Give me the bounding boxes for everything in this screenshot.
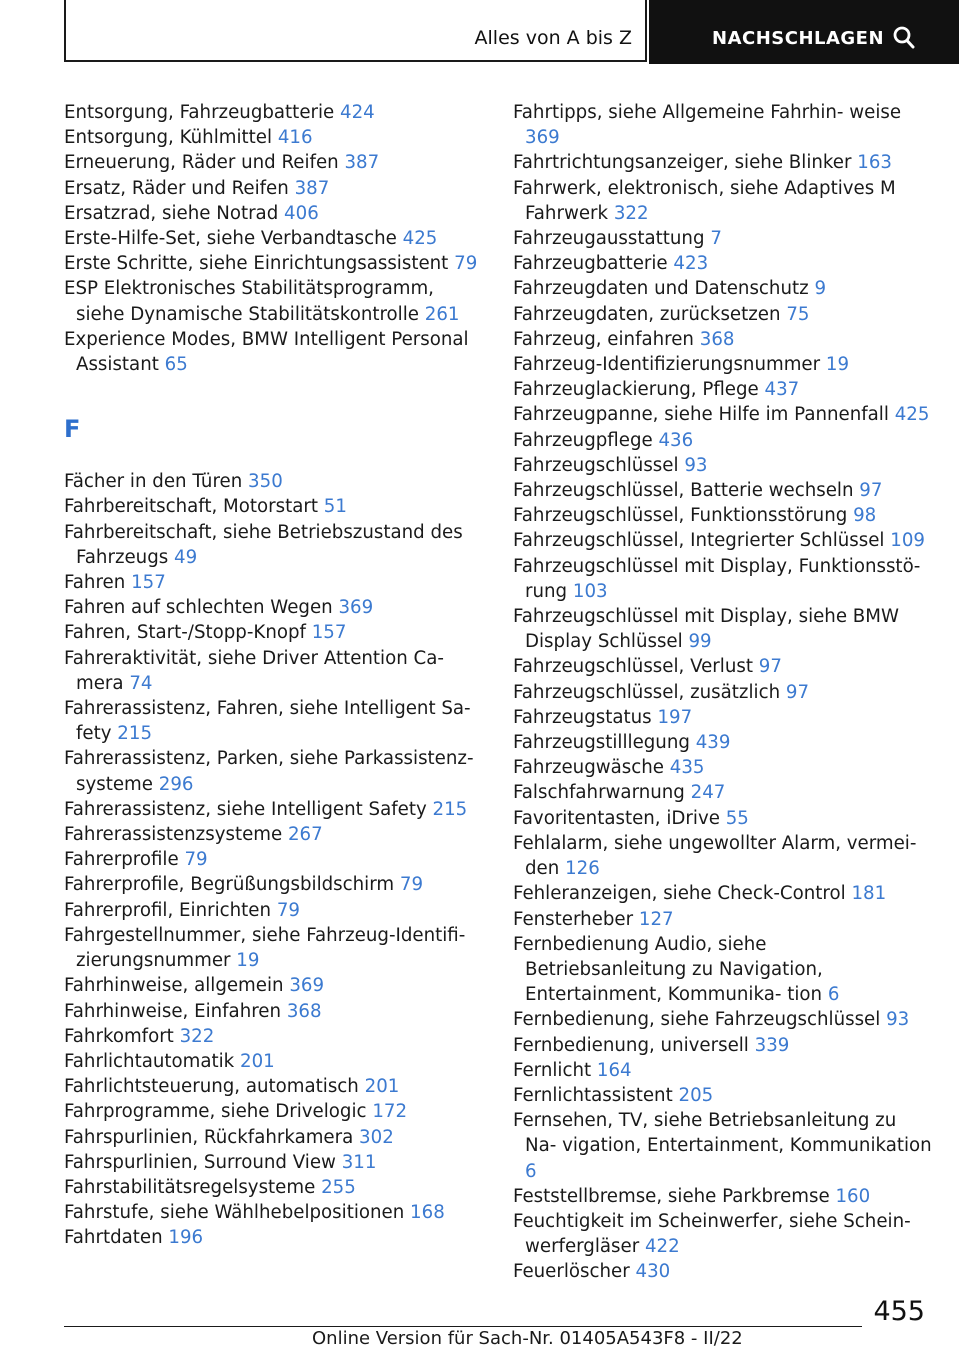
page-reference-link[interactable]: 49: [174, 546, 198, 568]
page-reference-link[interactable]: 163: [857, 152, 892, 174]
index-entry-text: Fehleranzeigen, siehe Check-Control: [513, 883, 846, 905]
page-reference-link[interactable]: 79: [454, 253, 478, 275]
index-entry: [64, 797, 484, 822]
index-entry: [64, 251, 484, 276]
page-reference-link[interactable]: 6: [525, 1160, 537, 1182]
index-entry: [64, 520, 484, 570]
page-reference-link[interactable]: 430: [635, 1261, 671, 1283]
index-entry-text: Fensterheber: [513, 908, 634, 930]
index-entry-text: Falschfahrwarnung: [513, 782, 685, 804]
page-reference-link[interactable]: 406: [284, 202, 319, 224]
page-reference-link[interactable]: 97: [785, 681, 810, 703]
index-entry-text: Fächer in den Türen: [64, 471, 243, 493]
page-reference-link[interactable]: 79: [276, 899, 300, 921]
page-reference-link[interactable]: 369: [338, 597, 374, 619]
index-entry-text: Feuerlöscher: [513, 1261, 630, 1283]
index-entry-text: Fahrstabilitätsregelsysteme: [64, 1176, 316, 1198]
page-reference-link[interactable]: 157: [131, 572, 166, 594]
index-entry: [64, 1175, 484, 1200]
index-list-f-continued: [513, 100, 933, 1285]
page-reference-link[interactable]: 19: [825, 354, 850, 376]
page-number: 455: [873, 1296, 925, 1327]
index-column-left: [64, 100, 484, 1251]
index-entry-text: Ersatzrad, siehe Notrad: [64, 202, 279, 224]
footer-divider: [64, 1326, 862, 1327]
page-reference-link[interactable]: 423: [673, 253, 709, 275]
index-entry: [513, 932, 933, 1008]
index-entry: [64, 494, 484, 519]
index-entry-text: Favoritentasten, iDrive: [513, 807, 720, 829]
index-entry-text: Fernlicht: [513, 1059, 592, 1081]
page-reference-link[interactable]: 7: [710, 228, 722, 250]
index-entry: [64, 646, 484, 696]
index-entry-text: Fahrwerk, elektronisch, siehe Adaptives M Fahrwerk: [513, 177, 896, 224]
index-entry-text: Fahrtipps, siehe Allgemeine Fahrhin‐ weise: [513, 102, 902, 123]
chapter-tab[interactable]: [649, 0, 959, 64]
index-entry-text: Fahren, Start-/Stopp-Knopf: [64, 622, 306, 644]
page-reference-link[interactable]: 339: [754, 1034, 790, 1056]
index-entry-text: Fernlichtassistent: [513, 1084, 673, 1106]
index-entry: [513, 453, 933, 478]
page-reference-link[interactable]: 97: [859, 480, 883, 502]
index-entry-text: Fahrhinweise, Einfahren: [64, 1000, 282, 1022]
index-entry: [64, 595, 484, 620]
index-entry: [64, 100, 484, 125]
index-entry-text: Fahrzeugdaten und Datenschutz: [513, 278, 809, 300]
index-entry: [64, 973, 484, 998]
index-entry: [513, 276, 933, 301]
index-entry-text: Fahreraktivität, siehe Driver Attention Ca‐ mera: [64, 647, 444, 694]
page-reference-link[interactable]: 369: [525, 127, 560, 149]
index-entry-text: Fernsehen, TV, siehe Betriebsanleitung zu Na‐ vigation, Entertainment, Kommunikation: [513, 1110, 932, 1157]
page-reference-link[interactable]: 93: [684, 454, 708, 476]
index-entry-text: Fahrzeugstatus: [513, 706, 652, 728]
page-reference-link[interactable]: 435: [669, 757, 705, 779]
index-entry: [64, 872, 484, 897]
index-entry: [64, 1099, 484, 1124]
page-reference-link[interactable]: 181: [851, 883, 887, 905]
index-entry-text: Fahrzeugschlüssel mit Display, siehe BMW Display Schlüssel: [513, 606, 899, 653]
page-reference-link[interactable]: 215: [117, 723, 153, 745]
index-entry: [513, 1007, 933, 1032]
page-reference-link[interactable]: 302: [359, 1126, 394, 1148]
index-entry: [513, 755, 933, 780]
index-entry-text: Fahrzeugausstattung: [513, 228, 705, 250]
page-reference-link[interactable]: 255: [321, 1176, 356, 1198]
index-entry: [513, 100, 933, 150]
index-entry: [513, 402, 933, 427]
page-reference-link[interactable]: 19: [236, 950, 260, 972]
index-entry: [64, 469, 484, 494]
index-entry: [513, 881, 933, 906]
index-entry: [513, 1259, 933, 1284]
index-entry-text: Feststellbremse, siehe Parkbremse: [513, 1185, 830, 1207]
index-entry: [513, 806, 933, 831]
page-reference-link[interactable]: 103: [572, 580, 608, 602]
index-entry-text: Fahrzeugschlüssel, zusätzlich: [513, 681, 781, 703]
index-entry: [64, 176, 484, 201]
index-entry: [64, 923, 484, 973]
index-entry: [513, 705, 933, 730]
index-entry: [513, 1209, 933, 1259]
index-entry-text: Entsorgung, Fahrzeugbatterie: [64, 102, 335, 123]
page-reference-link[interactable]: 247: [690, 782, 726, 804]
page-reference-link[interactable]: 79: [399, 874, 424, 896]
index-entry: [513, 176, 933, 226]
index-entry-text: Fahrhinweise, allgemein: [64, 975, 284, 997]
index-list-e: [64, 100, 484, 377]
index-entry: [64, 1150, 484, 1175]
page-reference-link[interactable]: 201: [240, 1050, 275, 1072]
page-reference-link[interactable]: 9: [814, 278, 827, 300]
index-entry: [513, 1108, 933, 1184]
index-entry-text: Fahrerassistenz, Parken, siehe Parkassistenz‐ systeme: [64, 748, 474, 795]
page-reference-link[interactable]: 425: [402, 228, 438, 250]
page-reference-link[interactable]: 422: [644, 1236, 680, 1258]
index-entry: [513, 226, 933, 251]
page-reference-link[interactable]: 160: [835, 1185, 871, 1207]
index-entry-text: Fahrzeugpanne, siehe Hilfe im Pannenfall: [513, 404, 889, 426]
page-reference-link[interactable]: 439: [695, 732, 731, 754]
page-reference-link[interactable]: 75: [786, 303, 810, 325]
index-entry-text: Fahrstufe, siehe Wählhebelpositionen: [64, 1202, 405, 1224]
index-entry-text: Fahrerprofile: [64, 849, 179, 871]
footer-text: Online Version für Sach-Nr. 01405A543F8 - II/22: [312, 1328, 743, 1349]
index-entry-text: Fahrzeugbatterie: [513, 253, 668, 275]
page-reference-link[interactable]: 322: [179, 1025, 215, 1047]
page-reference-link[interactable]: 126: [565, 858, 600, 880]
index-entry-text: Fahrtrichtungsanzeiger, siehe Blinker: [513, 152, 852, 174]
index-entry-text: Fahrkomfort: [64, 1025, 174, 1047]
index-entry-text: Fahrbereitschaft, siehe Betriebszustand des Fahrzeugs: [64, 521, 463, 568]
index-entry-text: Fahren: [64, 572, 126, 594]
index-entry: [64, 1200, 484, 1225]
index-entry: [513, 352, 933, 377]
page-reference-link[interactable]: 79: [184, 849, 208, 871]
page-reference-link[interactable]: 65: [164, 354, 188, 376]
index-entry-text: Fahrzeugschlüssel: [513, 454, 679, 476]
index-entry: [64, 125, 484, 150]
index-entry-text: Fernbedienung Audio, siehe Betriebsanleitung zu Navigation, Entertainment, Kommunika‐ tion: [513, 933, 823, 1006]
index-entry: [513, 478, 933, 503]
section-tab: [64, 0, 647, 62]
page-reference-link[interactable]: 205: [678, 1084, 714, 1106]
index-list-f: [64, 469, 484, 1250]
index-entry-text: Fahrerprofil, Einrichten: [64, 899, 272, 921]
index-entry: [64, 620, 484, 645]
index-entry-text: Fahrzeugwäsche: [513, 757, 664, 779]
page-reference-link[interactable]: 322: [613, 202, 649, 224]
index-entry-text: Fernbedienung, universell: [513, 1034, 749, 1056]
index-entry: [513, 251, 933, 276]
page-reference-link[interactable]: 164: [596, 1059, 632, 1081]
index-letter-heading: F: [64, 415, 81, 444]
index-entry: [64, 327, 484, 377]
page-reference-link[interactable]: 436: [658, 429, 694, 451]
index-entry-text: Fahrtdaten: [64, 1227, 163, 1249]
index-entry-text: Fernbedienung, siehe Fahrzeugschlüssel: [513, 1009, 881, 1031]
page-reference-link[interactable]: 97: [758, 656, 782, 678]
index-entry: [64, 276, 484, 326]
index-entry-text: Fahrbereitschaft, Motorstart: [64, 496, 318, 518]
index-entry-text: Fahrzeuglackierung, Pflege: [513, 379, 759, 401]
page-reference-link[interactable]: 6: [827, 984, 840, 1006]
index-entry: [64, 201, 484, 226]
section-label: Alles von A bis Z: [474, 27, 632, 49]
index-entry-text: Fahrzeug-Identifizierungsnummer: [513, 354, 821, 376]
index-entry-text: Fahrspurlinien, Rückfahrkamera: [64, 1126, 354, 1148]
search-icon[interactable]: [893, 26, 915, 50]
page-reference-link[interactable]: 109: [890, 530, 925, 552]
index-entry: [513, 327, 933, 352]
page-reference-link[interactable]: 425: [894, 404, 930, 426]
index-entry: [64, 822, 484, 847]
page-reference-link[interactable]: 267: [287, 824, 323, 846]
index-entry: [64, 226, 484, 251]
index-entry-text: Fahrzeugstilllegung: [513, 732, 690, 754]
index-entry: [64, 1225, 484, 1250]
index-entry: [513, 528, 933, 553]
index-entry-text: Fahrzeugschlüssel, Batterie wechseln: [513, 480, 854, 502]
index-entry: [513, 680, 933, 705]
page-reference-link[interactable]: 201: [364, 1076, 400, 1098]
page-reference-link[interactable]: 215: [432, 798, 468, 820]
page-reference-link[interactable]: 196: [168, 1227, 204, 1249]
page-reference-link[interactable]: 261: [424, 303, 460, 325]
index-entry: [64, 1125, 484, 1150]
index-entry-text: Fahrlichtautomatik: [64, 1050, 235, 1072]
page-reference-link[interactable]: 99: [688, 631, 712, 653]
index-entry: [513, 654, 933, 679]
index-entry: [513, 377, 933, 402]
index-entry-text: Fahrgestellnummer, siehe Fahrzeug-Identifi‐ zierungsnummer: [64, 924, 466, 972]
page-reference-link[interactable]: 368: [699, 328, 735, 350]
index-entry: [513, 150, 933, 175]
index-entry-text: Fahrerprofile, Begrüßungsbildschirm: [64, 874, 395, 896]
page-reference-link[interactable]: 172: [372, 1101, 408, 1123]
page-reference-link[interactable]: 387: [294, 177, 330, 199]
index-entry-text: Erneuerung, Räder und Reifen: [64, 152, 339, 174]
index-entry-text: Fehlalarm, siehe ungewollter Alarm, vermei‐ den: [513, 832, 917, 880]
index-entry: [64, 1024, 484, 1049]
index-entry-text: Fahrzeugschlüssel, Verlust: [513, 656, 753, 678]
page-reference-link[interactable]: 369: [289, 975, 325, 997]
index-entry: [64, 999, 484, 1024]
index-entry: [64, 847, 484, 872]
page-reference-link[interactable]: 127: [638, 908, 674, 930]
page-reference-link[interactable]: 98: [853, 505, 877, 527]
index-entry: [513, 780, 933, 805]
index-entry: [513, 554, 933, 604]
index-entry: [513, 1033, 933, 1058]
index-entry: [64, 696, 484, 746]
page-reference-link[interactable]: 311: [341, 1151, 377, 1173]
index-entry-text: Fahrzeugschlüssel, Funktionsstörung: [513, 505, 848, 527]
index-column-right: [513, 100, 933, 1285]
index-entry: [513, 1058, 933, 1083]
page-reference-link[interactable]: 296: [158, 773, 194, 795]
index-entry-text: Fahrzeugschlüssel, Integrierter Schlüssel: [513, 530, 885, 552]
index-entry-text: Fahrzeugpflege: [513, 429, 653, 451]
index-entry: [513, 428, 933, 453]
page-reference-link[interactable]: 350: [248, 471, 283, 493]
index-entry: [513, 302, 933, 327]
index-entry-text: Fahrprogramme, siehe Drivelogic: [64, 1101, 367, 1123]
index-entry-text: Fahren auf schlechten Wegen: [64, 597, 333, 619]
index-entry: [513, 604, 933, 654]
page-reference-link[interactable]: 368: [286, 1000, 322, 1022]
page-header: [64, 0, 959, 64]
index-entry-text: Erste-Hilfe-Set, siehe Verbandtasche: [64, 228, 397, 250]
page-reference-link[interactable]: 387: [344, 152, 380, 174]
index-entry: [513, 1184, 933, 1209]
index-entry-text: Fahrzeug, einfahren: [513, 328, 694, 350]
index-entry: [64, 746, 484, 796]
index-entry: [513, 1083, 933, 1108]
page-reference-link[interactable]: 51: [323, 496, 347, 518]
index-entry-text: Entsorgung, Kühlmittel: [64, 127, 273, 149]
page-reference-link[interactable]: 437: [764, 379, 800, 401]
index-entry-text: Ersatz, Räder und Reifen: [64, 177, 289, 199]
index-entry: [513, 907, 933, 932]
index-entry-text: Fahrerassistenzsysteme: [64, 824, 283, 846]
index-entry-text: Fahrspurlinien, Surround View: [64, 1151, 336, 1173]
page-reference-link[interactable]: 197: [657, 706, 693, 728]
index-entry-text: ESP Elektronisches Stabilitätsprogramm, siehe Dynamische Stabilitätskontrolle: [64, 278, 434, 325]
page-reference-link[interactable]: 55: [725, 807, 749, 829]
index-entry-text: Fahrlichtsteuerung, automatisch: [64, 1076, 359, 1098]
page-reference-link[interactable]: 416: [277, 127, 313, 149]
chapter-label: NACHSCHLAGEN: [712, 28, 885, 49]
index-entry: [513, 730, 933, 755]
index-entry-text: Erste Schritte, siehe Einrichtungsassistent: [64, 253, 449, 275]
index-entry: [64, 150, 484, 175]
index-entry: [64, 898, 484, 923]
index-entry: [513, 831, 933, 881]
index-entry: [64, 1074, 484, 1099]
page-reference-link[interactable]: 424: [340, 102, 375, 123]
index-entry-text: Experience Modes, BMW Intelligent Personal Assistant: [64, 328, 469, 376]
index-entry: [64, 570, 484, 595]
index-entry-text: Feuchtigkeit im Scheinwerfer, siehe Schein‐ werfergläser: [513, 1210, 911, 1258]
index-entry-text: Fahrzeugdaten, zurücksetzen: [513, 303, 781, 325]
page-reference-link[interactable]: 93: [886, 1009, 910, 1031]
page-reference-link[interactable]: 74: [129, 672, 153, 694]
index-entry-text: Fahrzeugschlüssel mit Display, Funktionsstö‐ rung: [513, 555, 921, 602]
index-entry: [64, 1049, 484, 1074]
page-reference-link[interactable]: 168: [410, 1202, 445, 1224]
page-reference-link[interactable]: 157: [311, 622, 347, 644]
index-entry-text: Fahrerassistenz, siehe Intelligent Safety: [64, 798, 427, 820]
index-entry-text: Fahrerassistenz, Fahren, siehe Intelligent Sa‐ fety: [64, 698, 471, 745]
index-entry: [513, 503, 933, 528]
